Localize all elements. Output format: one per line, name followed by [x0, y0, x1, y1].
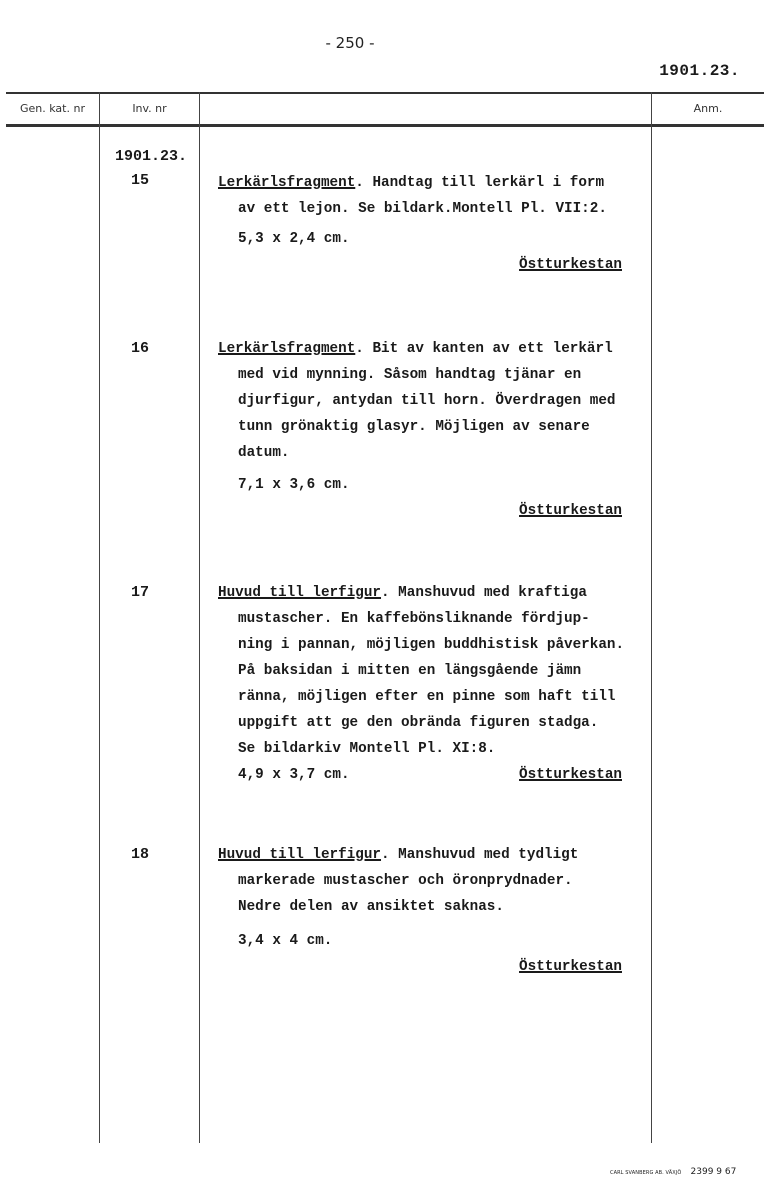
- entry-16: [218, 336, 658, 524]
- header-anm: Anm.: [693, 102, 723, 115]
- printer-name: CARL SVANBERG AB. VÄXJÖ: [610, 1170, 682, 1176]
- entry-text-line: ning i pannan, möjligen buddhistisk påverkan.: [238, 637, 625, 653]
- entry-origin: Östturkestan: [519, 959, 622, 975]
- entry-dimensions: 4,9 x 3,7 cm.: [238, 767, 350, 783]
- entry-origin: Östturkestan: [519, 767, 622, 783]
- entry-title: Huvud till lerfigur: [218, 847, 382, 863]
- entry-text-line: Nedre delen av ansiktet saknas.: [238, 899, 504, 915]
- entry-text-line: tunn grönaktig glasyr. Möjligen av senare: [238, 419, 590, 435]
- entry-18: [218, 842, 658, 980]
- form-code: 2399 9 67: [690, 1167, 737, 1177]
- entry-dimensions: 7,1 x 3,6 cm.: [238, 477, 350, 493]
- entry-number: 18: [131, 846, 150, 863]
- entry-text-line: . Manshuvud med kraftiga: [381, 585, 587, 601]
- entry-origin: Östturkestan: [519, 503, 622, 519]
- entry-title: Lerkärlsfragment: [218, 341, 356, 357]
- entry-text-line: . Bit av kanten av ett lerkärl: [355, 341, 613, 357]
- page-number: - 250 -: [325, 34, 375, 52]
- entry-title: Lerkärlsfragment: [218, 175, 356, 191]
- entry-text-line: På baksidan i mitten en längsgående jämn: [238, 663, 582, 679]
- entry-15: [218, 170, 658, 278]
- entry-text-line: datum.: [238, 445, 290, 461]
- entry-dimensions: 5,3 x 2,4 cm.: [238, 231, 350, 247]
- entry-text-line: . Handtag till lerkärl i form: [355, 175, 605, 191]
- corner-inventory-id: 1901.23.: [659, 62, 740, 80]
- header-inv-nr: Inv. nr: [132, 102, 167, 115]
- entry-text-line: markerade mustascher och öronprydnader.: [238, 873, 573, 889]
- entry-text-line: djurfigur, antydan till horn. Överdragen med: [238, 393, 616, 409]
- printer-footer: [610, 1159, 736, 1178]
- entry-title: Huvud till lerfigur: [218, 585, 382, 601]
- entry-number: 15: [131, 172, 150, 189]
- entry-origin: Östturkestan: [519, 257, 622, 273]
- entry-text-line: Se bildarkiv Montell Pl. XI:8.: [238, 741, 496, 757]
- entry-text-line: uppgift att ge den obrända figuren stadga.: [238, 715, 599, 731]
- entry-dimensions: 3,4 x 4 cm.: [238, 933, 333, 949]
- entry-number: 17: [131, 584, 150, 601]
- header-gen-kat-nr: Gen. kat. nr: [20, 102, 85, 115]
- column-divider-gen: [99, 92, 100, 1143]
- entry-text-line: av ett lejon. Se bildark.Montell Pl. VII:2.: [238, 201, 607, 217]
- column-divider-inv: [199, 92, 200, 1143]
- entry-text-line: med vid mynning. Såsom handtag tjänar en: [238, 367, 582, 383]
- entry-text-line: mustascher. En kaffebönsliknande fördjup-: [238, 611, 590, 627]
- entry-text-line: ränna, möjligen efter en pinne som haft till: [238, 689, 616, 705]
- entry-text-line: . Manshuvud med tydligt: [381, 847, 579, 863]
- inventory-heading: 1901.23.: [115, 148, 188, 165]
- entry-number: 16: [131, 340, 150, 357]
- entry-17: [218, 580, 658, 788]
